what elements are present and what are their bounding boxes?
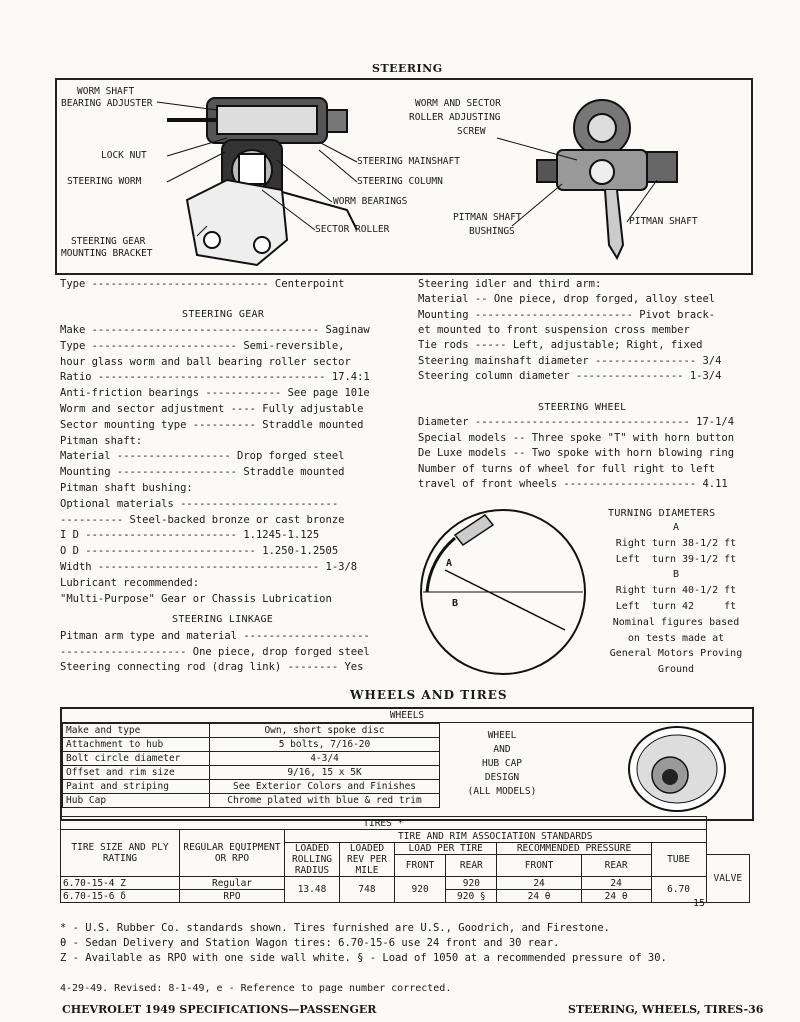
wheels-row-value: See Exterior Colors and Finishes [210, 780, 440, 794]
label-worm-shaft: WORM SHAFT [77, 86, 135, 97]
spec-row: Optional materials ------------------------- [60, 497, 339, 510]
steering-diagram [55, 78, 753, 275]
tire-load-rear-2: 920 § [446, 890, 497, 903]
page-title: STEERING [372, 62, 443, 75]
turning-row: General Motors Proving [609, 648, 743, 660]
spec-row: et mounted to front suspension cross member [418, 323, 690, 336]
label-worm-bearings: WORM BEARINGS [333, 196, 408, 207]
tire-load-rear-1: 920 [446, 877, 497, 890]
tire-equip-2: RPO [180, 890, 285, 903]
turning-row: on tests made at [627, 632, 725, 644]
tire-equip-1: Regular [180, 877, 285, 890]
label-bearing-adjuster: BEARING ADJUSTER [61, 98, 153, 109]
label-steering-column: STEERING COLUMN [357, 176, 443, 187]
col-load-front: FRONT [395, 855, 446, 877]
turning-row: Ground [657, 664, 695, 676]
col-tire-size: TIRE SIZE AND PLY RATING [61, 830, 180, 877]
spec-row: O D --------------------------- 1.250-1.2505 [60, 545, 339, 558]
footnote: * - U.S. Rubber Co. standards shown. Tires furnished are U.S., Goodrich, and Firestone. [60, 922, 610, 934]
spec-row: Pitman shaft: [60, 434, 143, 447]
spec-row: Mounting ------------------------- Pivot brack- [418, 308, 716, 321]
spec-row: Steering mainshaft diameter ---------------- 3/4 [418, 354, 722, 367]
wheel-design-label [462, 729, 542, 799]
spec-row: Mounting ------------------- Straddle mounted [60, 466, 345, 479]
tire-pressure-rear-2: 24 θ [581, 890, 651, 903]
wheels-row-label: Make and type [63, 724, 210, 738]
col-pressure-front: FRONT [497, 855, 581, 877]
wheels-row-label: Paint and striping [63, 780, 210, 794]
tire-rev: 748 [340, 877, 395, 903]
col-tube: TUBE [651, 843, 706, 877]
label-steering-gear: STEERING GEAR [71, 236, 146, 247]
spec-row: Make ------------------------------------ Saginaw [60, 324, 370, 336]
tire-size-2: 6.70-15-6 δ [61, 890, 180, 903]
footer-left: CHEVROLET 1949 SPECIFICATIONS—PASSENGER [62, 1003, 377, 1016]
wheels-row-label: Attachment to hub [63, 738, 210, 752]
wheels-row-value: Chrome plated with blue & red trim [210, 794, 440, 808]
wheels-tires-heading: WHEELS AND TIRES [350, 688, 508, 702]
design-label-line: AND [493, 744, 511, 755]
spec-row: Diameter ---------------------------------- 17-1/4 [418, 416, 735, 428]
wheels-row-value: 9/16, 15 x 5K [210, 766, 440, 780]
turning-diameters-heading: TURNING DIAMETERS [608, 508, 716, 519]
spec-row: Number of turns of wheel for full right to left [418, 462, 716, 475]
spec-row: Steering idler and third arm: [418, 278, 602, 290]
wheels-row [63, 766, 440, 780]
label-pitman-shaft-bushings-1: PITMAN SHAFT [453, 212, 522, 223]
footnote: Z - Available as RPO with one side wall white. § - Load of 1050 at a recommended pressure of 30. [60, 952, 667, 964]
label-lock-nut: LOCK NUT [101, 150, 147, 161]
spec-row: travel of front wheels --------------------- 4.11 [418, 478, 728, 490]
spec-row: Lubricant recommended: [60, 576, 200, 589]
col-valve: VALVE [706, 855, 749, 903]
tire-pressure-front-1: 24 [497, 877, 581, 890]
turning-row: A [672, 522, 680, 533]
spec-row: Width ----------------------------------- 1-3/8 [60, 561, 358, 573]
wheels-heading: WHEELS [62, 709, 752, 723]
spec-row: Material ------------------ Drop forged steel [60, 450, 345, 463]
spec-row: "Multi-Purpose" Gear or Chassis Lubrication [60, 592, 332, 605]
label-pitman-shaft-bushings-2: BUSHINGS [469, 226, 515, 237]
label-screw: SCREW [457, 126, 486, 137]
spec-row: Worm and sector adjustment ---- Fully adjustable [60, 403, 364, 415]
design-label-line: HUB CAP [481, 758, 523, 769]
label-sector-roller: SECTOR ROLLER [315, 224, 390, 235]
car-icon [455, 515, 493, 545]
hub-cap-icon [622, 723, 732, 815]
design-label-line: WHEEL [487, 730, 517, 741]
spec-row: Steering column diameter ----------------- 1-3/4 [418, 369, 722, 382]
wheels-spec-table [62, 723, 440, 808]
wheels-row-label: Offset and rim size [63, 766, 210, 780]
col-pressure-rear: REAR [581, 855, 651, 877]
tires-heading: TIRES * [61, 817, 707, 830]
spec-row: ---------- Steel-backed bronze or cast bronze [60, 513, 345, 526]
spec-row: Special models -- Three spoke "T" with horn button [418, 431, 735, 444]
wheels-panel [60, 707, 754, 821]
spec-row: Ratio ------------------------------------ 17.4:1 [60, 371, 370, 384]
design-label-line: (ALL MODELS) [467, 786, 537, 797]
label-steering-mainshaft: STEERING MAINSHAFT [357, 156, 460, 167]
design-label-line: DESIGN [484, 772, 520, 783]
spec-row: Type ----------------------- Semi-reversible, [60, 339, 345, 352]
label-roller-adjusting: ROLLER ADJUSTING [409, 112, 501, 123]
type-row: Type ---------------------------- Centerpoint [60, 278, 345, 290]
turning-row: B [672, 569, 680, 581]
wheels-row [63, 794, 440, 808]
steering-wheel-heading: STEERING WHEEL [538, 402, 627, 413]
col-loaded-rev: LOADED REV PER MILE [340, 843, 395, 877]
steering-linkage-heading: STEERING LINKAGE [172, 614, 274, 625]
turning-row: Left turn 39-1/2 ft [615, 553, 737, 565]
spec-row: Sector mounting type ---------- Straddle mounted [60, 418, 364, 431]
wheels-row [63, 752, 440, 766]
spec-row: Pitman shaft bushing: [60, 482, 193, 494]
col-load-rear: REAR [446, 855, 497, 877]
col-load-per-tire: LOAD PER TIRE [395, 843, 497, 855]
spec-row: Anti-friction bearings ------------ See page 101e [60, 387, 370, 400]
spec-row: Tie rods ----- Left, adjustable; Right, fixed [418, 339, 703, 352]
tire-radius: 13.48 [285, 877, 340, 903]
spec-row: Pitman arm type and material -------------------- [60, 630, 370, 642]
spec-row: Material -- One piece, drop forged, alloy steel [418, 293, 716, 306]
spec-row: De Luxe models -- Two spoke with horn blowing ring [418, 447, 735, 459]
spec-row: -------------------- One piece, drop forged steel [60, 645, 370, 658]
tire-pressure-front-2: 24 θ [497, 890, 581, 903]
wheels-row-value: 4-3/4 [210, 752, 440, 766]
col-loaded-radius: LOADED ROLLING RADIUS [285, 843, 340, 877]
wheels-row-value: Own, short spoke disc [210, 724, 440, 738]
revision-note: 4-29-49. Revised: 8-1-49, e - Reference to page number corrected. [60, 983, 452, 994]
spec-row: Steering connecting rod (drag link) -------- Yes [60, 661, 364, 673]
turning-row: Left turn 42 ft [615, 601, 737, 612]
circle-label-b: B [452, 598, 459, 609]
tire-valve: 15 [693, 898, 706, 909]
label-pitman-shaft: PITMAN SHAFT [629, 216, 698, 227]
wheels-row [63, 724, 440, 738]
tire-tube: 6.70 [651, 877, 706, 903]
footnote: θ - Sedan Delivery and Station Wagon tires: 6.70-15-6 use 24 front and 30 rear. [60, 937, 560, 949]
wheels-row [63, 780, 440, 794]
wheels-row-label: Bolt circle diameter [63, 752, 210, 766]
col-regular-equipment: REGULAR EQUIPMENT OR RPO [180, 830, 285, 877]
tire-pressure-rear-1: 24 [581, 877, 651, 890]
steering-gear-heading: STEERING GEAR [182, 309, 265, 320]
col-recommended-pressure: RECOMMENDED PRESSURE [497, 843, 651, 855]
circle-label-a: A [446, 558, 453, 569]
wheels-row-value: 5 bolts, 7/16-20 [210, 738, 440, 752]
col-association-standards: TIRE AND RIM ASSOCIATION STANDARDS [285, 830, 707, 843]
label-mounting-bracket: MOUNTING BRACKET [61, 248, 153, 259]
label-worm-and-sector: WORM AND SECTOR [415, 98, 501, 109]
turning-row: Right turn 40-1/2 ft [615, 585, 737, 597]
turning-circle-diagram [415, 500, 595, 685]
label-steering-worm: STEERING WORM [67, 176, 142, 187]
spec-row: I D ------------------------ 1.1245-1.125 [60, 529, 320, 542]
wheels-row-label: Hub Cap [63, 794, 210, 808]
turning-row: Right turn 38-1/2 ft [615, 537, 737, 549]
tire-load-front: 920 [395, 877, 446, 903]
wheels-row [63, 738, 440, 752]
footer-right: STEERING, WHEELS, TIRES-36 [568, 1003, 764, 1016]
tire-size-1: 6.70-15-4 Z [61, 877, 180, 890]
tires-table [60, 816, 750, 903]
turning-row: Nominal figures based [612, 616, 740, 628]
spec-row: hour glass worm and ball bearing roller sector [60, 355, 351, 368]
